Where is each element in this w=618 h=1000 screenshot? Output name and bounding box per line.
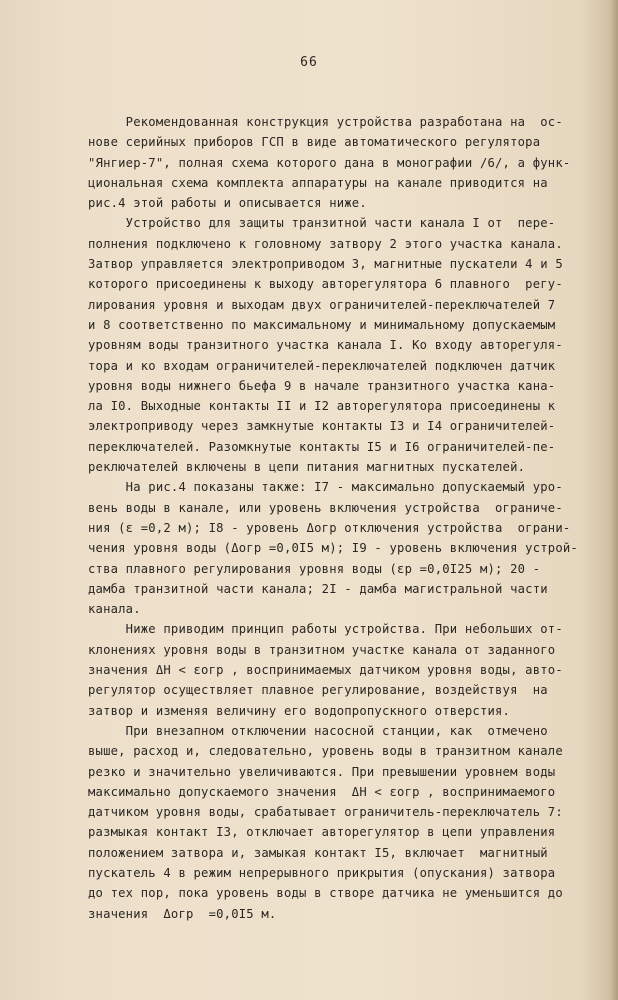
text-line: чения уровня воды (Δогр =0,0I5 м); I9 - уровень включения устрой- <box>88 541 578 556</box>
text-line: ла I0. Выходные контакты II и I2 авторегулятора присоединены к <box>88 399 556 414</box>
text-line: положением затвора и, замыкая контакт I5, включает магнитный <box>88 845 548 860</box>
text-line: датчиком уровня воды, срабатывает ограничитель-переключатель 7: <box>88 805 563 820</box>
text-line: циональная схема комплекта аппаратуры на канале приводится на <box>88 175 548 190</box>
text-line: которого присоединены к выходу авторегулятора 6 плавного регу- <box>88 277 563 292</box>
text-line: значения ΔH < εогр , воспринимаемых датчиком уровня воды, авто- <box>88 663 563 678</box>
page-number: 66 <box>300 55 318 70</box>
text-line: значения Δогр =0,0I5 м. <box>88 906 277 921</box>
text-line: Ниже приводим принцип работы устройства. При небольших от- <box>88 622 563 637</box>
text-line: дамба транзитной части канала; 2I - дамба магистральной части <box>88 581 548 596</box>
text-line: и 8 соответственно по максимальному и минимальному допускаемым <box>88 317 556 332</box>
text-line: ния (ε =0,2 м); I8 - уровень Δогр отключения устройства ограни- <box>88 520 571 535</box>
text-line: лирования уровня и выходам двух ограничителей-переключателей 7 <box>88 297 556 312</box>
text-line: На рис.4 показаны также: I7 - максимально допускаемый уро- <box>88 480 563 495</box>
text-line: вень воды в канале, или уровень включения устройства ограниче- <box>88 500 563 515</box>
text-line: тора и ко входам ограничителей-переключателей подключен датчик <box>88 358 556 373</box>
text-line: нове серийных приборов ГСП в виде автоматического регулятора <box>88 135 541 150</box>
text-line: максимально допускаемого значения ΔH < εогр , воспринимаемого <box>88 784 556 799</box>
text-line: уровня воды нижнего бьефа 9 в начале транзитного участка кана- <box>88 378 556 393</box>
text-line: резко и значительно увеличиваются. При превышении уровнем воды <box>88 764 556 779</box>
text-line: "Янгиер-7", полная схема которого дана в монографии /6/, а функ- <box>88 155 571 170</box>
text-line: Устройство для защиты транзитной части канала I от пере- <box>88 216 556 231</box>
text-line: уровням воды транзитного участка канала I. Ко входу авторегуля- <box>88 338 563 353</box>
text-line: до тех пор, пока уровень воды в створе датчика не уменьшится до <box>88 886 563 901</box>
text-line: выше, расход и, следовательно, уровень воды в транзитном канале <box>88 744 563 759</box>
text-line: канала. <box>88 602 141 617</box>
text-line: пускатель 4 в режим непрерывного прикрытия (опускания) затвора <box>88 865 556 880</box>
body-text <box>88 112 600 924</box>
text-line: рис.4 этой работы и описывается ниже. <box>88 196 367 211</box>
text-line: Затвор управляется электроприводом 3, магнитные пускатели 4 и 5 <box>88 257 563 272</box>
text-line: электроприводу через замкнутые контакты I3 и I4 ограничителей- <box>88 419 556 434</box>
text-line: клонениях уровня воды в транзитном участке канала от заданного <box>88 642 556 657</box>
text-line: размыкая контакт I3, отключает авторегулятор в цепи управления <box>88 825 556 840</box>
text-line: ства плавного регулирования уровня воды (εр =0,0I25 м); 20 - <box>88 561 541 576</box>
text-line: переключателей. Разомкнутые контакты I5 и I6 ограничителей-пе- <box>88 439 556 454</box>
text-line: При внезапном отключении насосной станции, как отмечено <box>88 723 548 738</box>
text-line: затвор и изменяя величину его водопропускного отверстия. <box>88 703 511 718</box>
page-edge-shadow <box>610 0 618 1000</box>
text-line: реключателей включены в цепи питания магнитных пускателей. <box>88 460 526 475</box>
text-line: регулятор осуществляет плавное регулирование, воздействуя на <box>88 683 548 698</box>
text-line: Рекомендованная конструкция устройства разработана на ос- <box>88 115 563 129</box>
text-line: полнения подключено к головному затвору 2 этого участка канала. <box>88 236 563 251</box>
